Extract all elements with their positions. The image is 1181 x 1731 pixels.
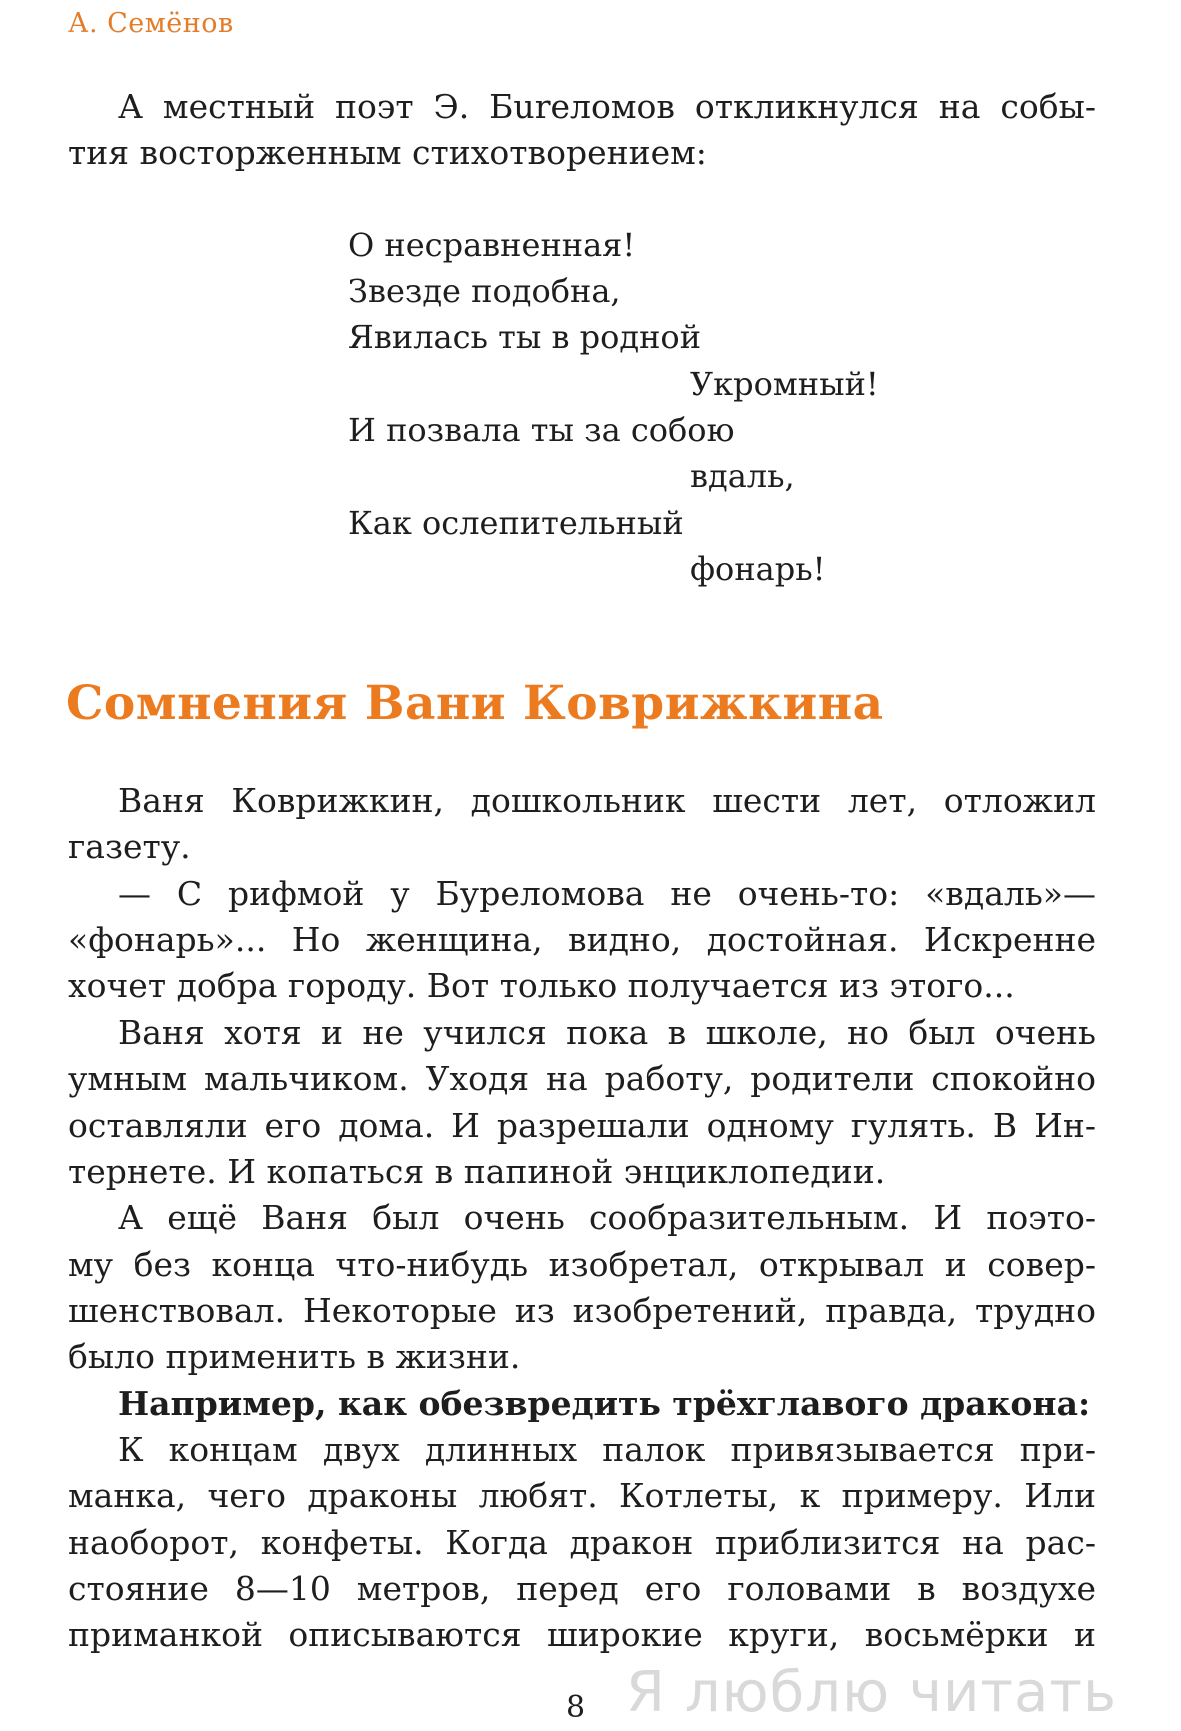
intro-line: тия восторженным стихотворением: (68, 133, 707, 172)
body-line: умным мальчиком. Уходя на работу, родители спокойно (68, 1059, 1096, 1098)
body-line: — С рифмой у Буреломова не очень-то: «вдаль»— (118, 874, 1096, 913)
poem-line: О несравненная! (348, 226, 636, 264)
running-head: А. Семёнов (68, 8, 234, 39)
poem-line: Укромный! (690, 365, 879, 403)
body-line: приманкой описываются широкие круги, восьмёрки и (68, 1615, 1096, 1654)
body-line: К концам двух длинных палок привязывается при- (118, 1430, 1096, 1469)
section-title: Сомнения Вани Коврижкина (66, 676, 884, 731)
poem-line: Явилась ты в родной (348, 318, 702, 356)
body-line: шенствовал. Некоторые из изобретений, правда, трудно (68, 1291, 1096, 1330)
poem-line: вдаль, (690, 457, 795, 495)
body-line: му без конца что-нибудь изобретал, открывал и совер- (68, 1245, 1096, 1284)
body-line: газету. (68, 827, 191, 866)
body-line: Ваня хотя и не учился пока в школе, но был очень (118, 1013, 1096, 1052)
body-line: «фонарь»... Но женщина, видно, достойная. Искренне (68, 920, 1096, 959)
body-line: А ещё Ваня был очень сообразительным. И поэто- (118, 1198, 1096, 1237)
body-line: стояние 8—10 метров, перед его головами в воздухе (68, 1569, 1096, 1608)
poem-line: фонарь! (690, 550, 826, 588)
body-line: манка, чего драконы любят. Котлеты, к примеру. Или (68, 1476, 1096, 1515)
body-line: было применить в жизни. (68, 1337, 521, 1376)
body-line: наоборот, конфеты. Когда дракон приблизится на рас- (68, 1523, 1096, 1562)
poem-line: И позвала ты за собою (348, 411, 735, 449)
body-line: тернете. И копаться в папиной энциклопедии. (68, 1152, 886, 1191)
watermark: Я люблю читать (626, 1660, 1117, 1725)
body-line: оставляли его дома. И разрешали одному гулять. В Ин- (68, 1106, 1096, 1145)
body-line: хочет добра городу. Вот только получается из этого... (68, 966, 1015, 1005)
intro-line: А местный поэт Э. Бureломов откликнулся на собы- (118, 87, 1096, 126)
body-line-bold: Например, как обезвредить трёхглавого дракона: (118, 1384, 1091, 1423)
body-line: Ваня Коврижкин, дошкольник шести лет, отложил (118, 781, 1096, 820)
page-number: 8 (566, 1690, 586, 1725)
poem-line: Как ослепительный (348, 504, 684, 542)
poem-line: Звезде подобна, (348, 272, 621, 310)
